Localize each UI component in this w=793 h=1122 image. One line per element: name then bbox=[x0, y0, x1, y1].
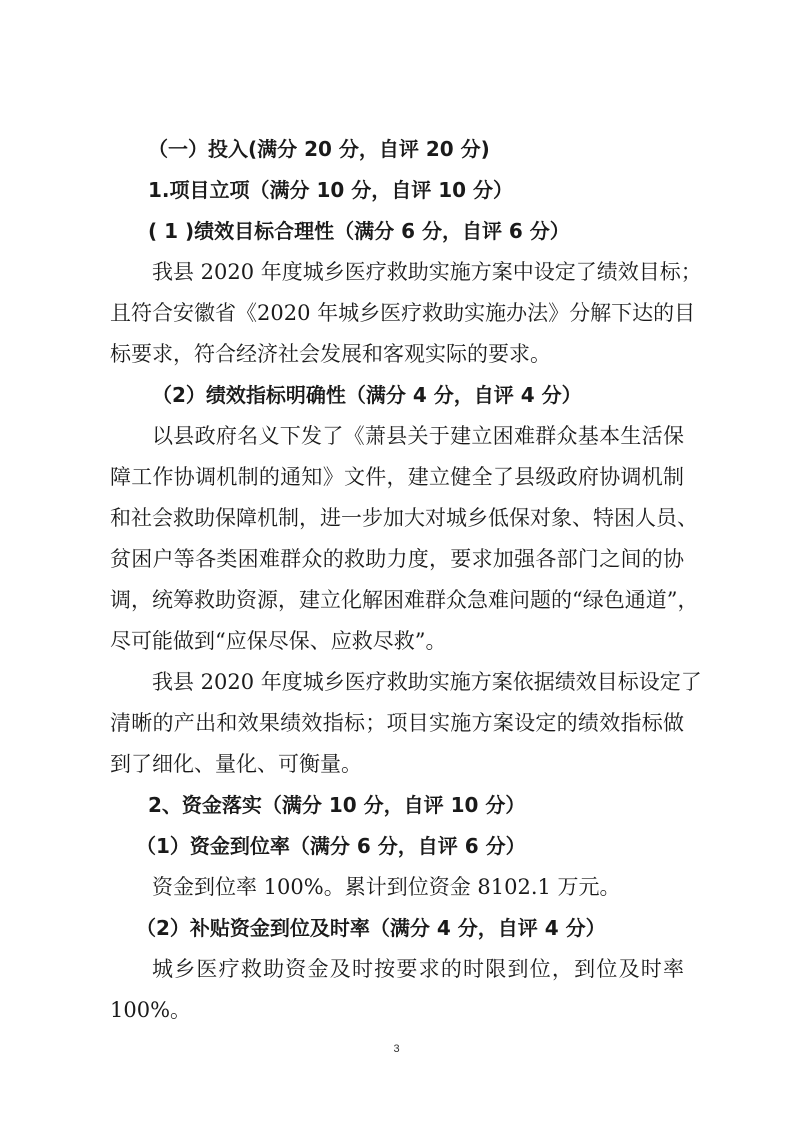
heading-fund-arrival-rate: （1）资金到位率（满分 6 分，自评 6 分） bbox=[136, 834, 526, 858]
paragraph-line: 我县 2020 年度城乡医疗救助实施方案依据绩效目标设定了 bbox=[152, 670, 702, 694]
paragraph-line: 和社会救助保障机制，进一步加大对城乡低保对象、特困人员、 bbox=[110, 506, 698, 530]
paragraph-line: 以县政府名义下发了《萧县关于建立困难群众基本生活保 bbox=[152, 424, 684, 448]
paragraph-line: 100%。 bbox=[110, 998, 192, 1022]
paragraph-line: 清晰的产出和效果绩效指标；项目实施方案设定的绩效指标做 bbox=[110, 711, 684, 735]
paragraph-line: 到了细化、量化、可衡量。 bbox=[110, 752, 362, 776]
heading-goal-reasonableness: ( 1 )绩效目标合理性（满分 6 分，自评 6 分） bbox=[148, 219, 570, 243]
paragraph-line: 尽可能做到“应保尽保、应救尽救”。 bbox=[110, 629, 447, 653]
heading-project-setup: 1.项目立项（满分 10 分，自评 10 分） bbox=[148, 178, 514, 202]
page-number: 3 bbox=[393, 1043, 400, 1055]
paragraph-line: 障工作协调机制的通知》文件，建立健全了县级政府协调机制 bbox=[110, 465, 684, 489]
heading-fund-implementation: 2、资金落实（满分 10 分，自评 10 分） bbox=[148, 793, 526, 817]
paragraph-line: 资金到位率 100%。累计到位资金 8102.1 万元。 bbox=[152, 875, 621, 899]
paragraph-line: 贫困户等各类困难群众的救助力度，要求加强各部门之间的协 bbox=[110, 547, 684, 571]
paragraph-line: 我县 2020 年度城乡医疗救助实施方案中设定了绩效目标； bbox=[152, 260, 702, 284]
paragraph-line: 且符合安徽省《2020 年城乡医疗救助实施办法》分解下达的目 bbox=[110, 301, 696, 325]
paragraph-line: 城乡医疗救助资金及时按要求的时限到位，到位及时率 bbox=[152, 957, 684, 981]
paragraph-line: 标要求，符合经济社会发展和客观实际的要求。 bbox=[110, 342, 551, 366]
heading-subsidy-timeliness: （2）补贴资金到位及时率（满分 4 分，自评 4 分） bbox=[136, 916, 606, 940]
paragraph-line: 调，统筹救助资源，建立化解困难群众急难问题的“绿色通道”， bbox=[110, 588, 699, 612]
heading-investment: （一）投入(满分 20 分，自评 20 分) bbox=[148, 137, 490, 161]
heading-indicator-clarity: （2）绩效指标明确性（满分 4 分，自评 4 分） bbox=[152, 383, 582, 407]
